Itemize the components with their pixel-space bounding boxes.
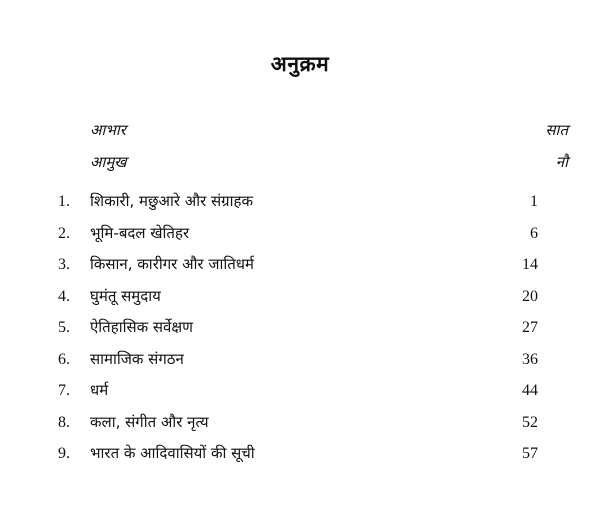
toc-entry-title: शिकारी, मछुआरे और संग्राहक [90,192,253,210]
toc-entry-number: 1. [58,193,70,210]
toc-entry-title: किसान, कारीगर और जातिधर्म [90,255,254,273]
toc-entry-title: धर्म [90,381,109,399]
spacer [0,181,600,189]
page-title: अनुक्रम [270,52,330,76]
toc-entry-page: 14 [522,256,538,273]
toc-entry-number: 3. [58,256,70,273]
toc-entry-number: 7. [58,382,70,399]
toc-entry [0,189,600,221]
toc-entry-number: 2. [58,224,70,242]
toc-entry [0,315,600,347]
toc-entry [0,347,600,379]
toc-entry-preface [0,150,600,182]
toc-entry-page: 27 [522,319,538,336]
toc-entry [0,284,600,316]
toc-entry-page: 20 [522,287,538,305]
toc-entry-number: 6. [58,350,70,368]
toc-entry-page: 1 [530,193,538,210]
toc-entry-page: 6 [530,224,538,242]
toc-entry [0,410,600,442]
toc-entry-title: आमुख [90,152,127,171]
toc-entry-acknowledgement [0,118,600,150]
toc-entry-page: 36 [522,350,538,368]
toc-entry-title: कला, संगीत और नृत्य [90,412,209,431]
toc-entry-title: सामाजिक संगठन [90,349,184,368]
toc-entry-number: 5. [58,319,70,336]
toc-entry [0,252,600,284]
toc-entry [0,378,600,410]
toc-entry [0,441,600,473]
toc-entry-title: ऐतिहासिक सर्वेक्षण [90,318,193,336]
toc-entry-number: 9. [58,445,70,462]
toc-entry-page: 44 [522,382,538,399]
toc-entry-number: 4. [58,287,70,305]
toc-entry-title: भूमि-बदल खेतिहर [90,223,190,242]
table-of-contents [0,118,600,473]
toc-entry-page: सात [545,121,568,139]
toc-entry-page: 57 [522,445,538,462]
toc-entry-number: 8. [58,413,70,431]
toc-entry-title: घुमंतू समुदाय [90,286,161,305]
toc-entry-title: भारत के आदिवासियों की सूची [90,444,255,462]
toc-entry-title: आभार [90,121,126,139]
toc-entry-page: 52 [522,413,538,431]
toc-entry-page: नौ [555,152,568,171]
toc-entry [0,221,600,253]
